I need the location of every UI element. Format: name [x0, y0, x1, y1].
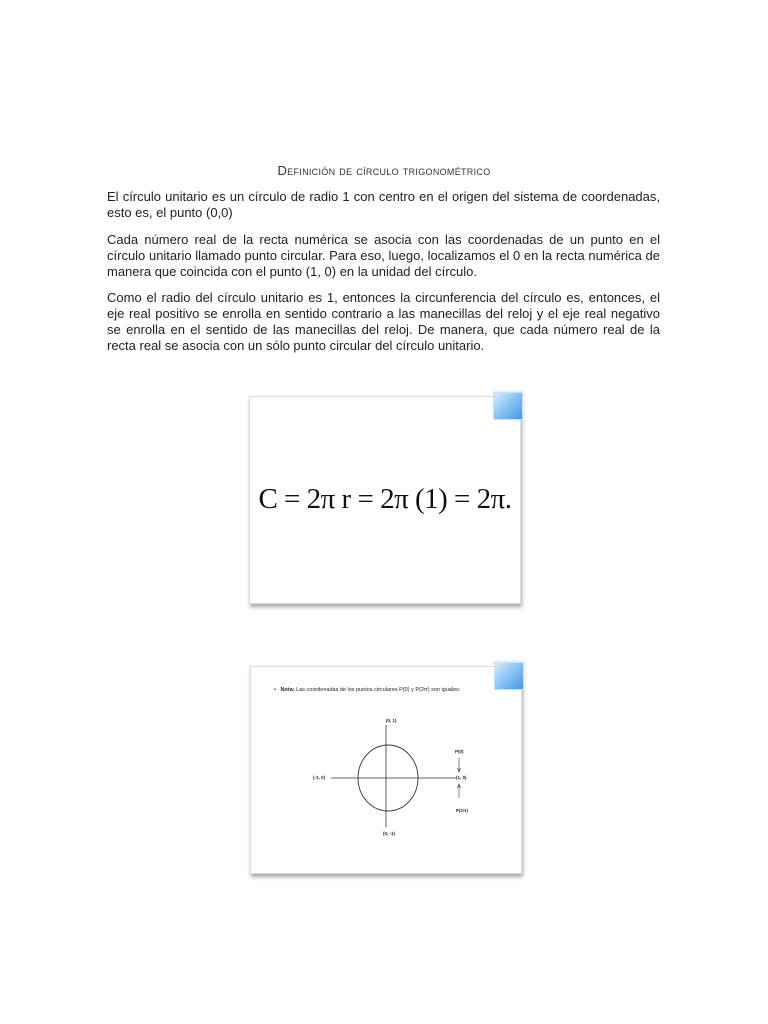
- paragraph-1: El círculo unitario es un círculo de radio 1 con centro en el origen del sistema de coordenadas, esto es, el punto (0,0): [107, 189, 660, 220]
- label-p0: P(0): [455, 749, 464, 754]
- slide-corner-decoration: [493, 390, 525, 420]
- paragraph-2: Cada número real de la recta numérica se asocia con las coordenadas de un punto en el círculo unitario llamado punto circular. Para eso, luego, localizamos el 0 en la recta numérica de manera que coincida con el punto (1, 0) en la unidad del círculo.: [107, 232, 660, 279]
- page-title: Definición de círculo trigonométrico: [277, 163, 491, 178]
- note-label: Nota:: [280, 687, 295, 693]
- label-p2pi: P(2π): [456, 808, 468, 813]
- unit-circle-diagram: [251, 667, 521, 873]
- unit-circle-slide: [250, 666, 522, 874]
- label-top: (0, 1): [386, 718, 397, 723]
- label-bottom: (0, -1): [383, 831, 396, 836]
- circumference-formula: C = 2π r = 2π (1) = 2π.: [258, 483, 512, 515]
- label-left: (-1, 0): [313, 775, 326, 780]
- formula-slide: [249, 396, 521, 604]
- label-right: (1, 0): [456, 775, 467, 780]
- bullet-glyph: •: [274, 687, 276, 693]
- paragraph-3: Como el radio del círculo unitario es 1, entonces la circunferencia del círculo es, entonces, el eje real positivo se enrolla en sentido contrario a las manecillas del reloj y el eje real negativo se enrolla en el sentido de las manecillas del reloj. De manera, que cada número real de la recta real se asocia con un sólo punto circular del círculo unitario.: [107, 290, 660, 353]
- note-text: Las coordenadas de los puntos circulares P(0) y P(2π) son iguales:: [296, 687, 461, 693]
